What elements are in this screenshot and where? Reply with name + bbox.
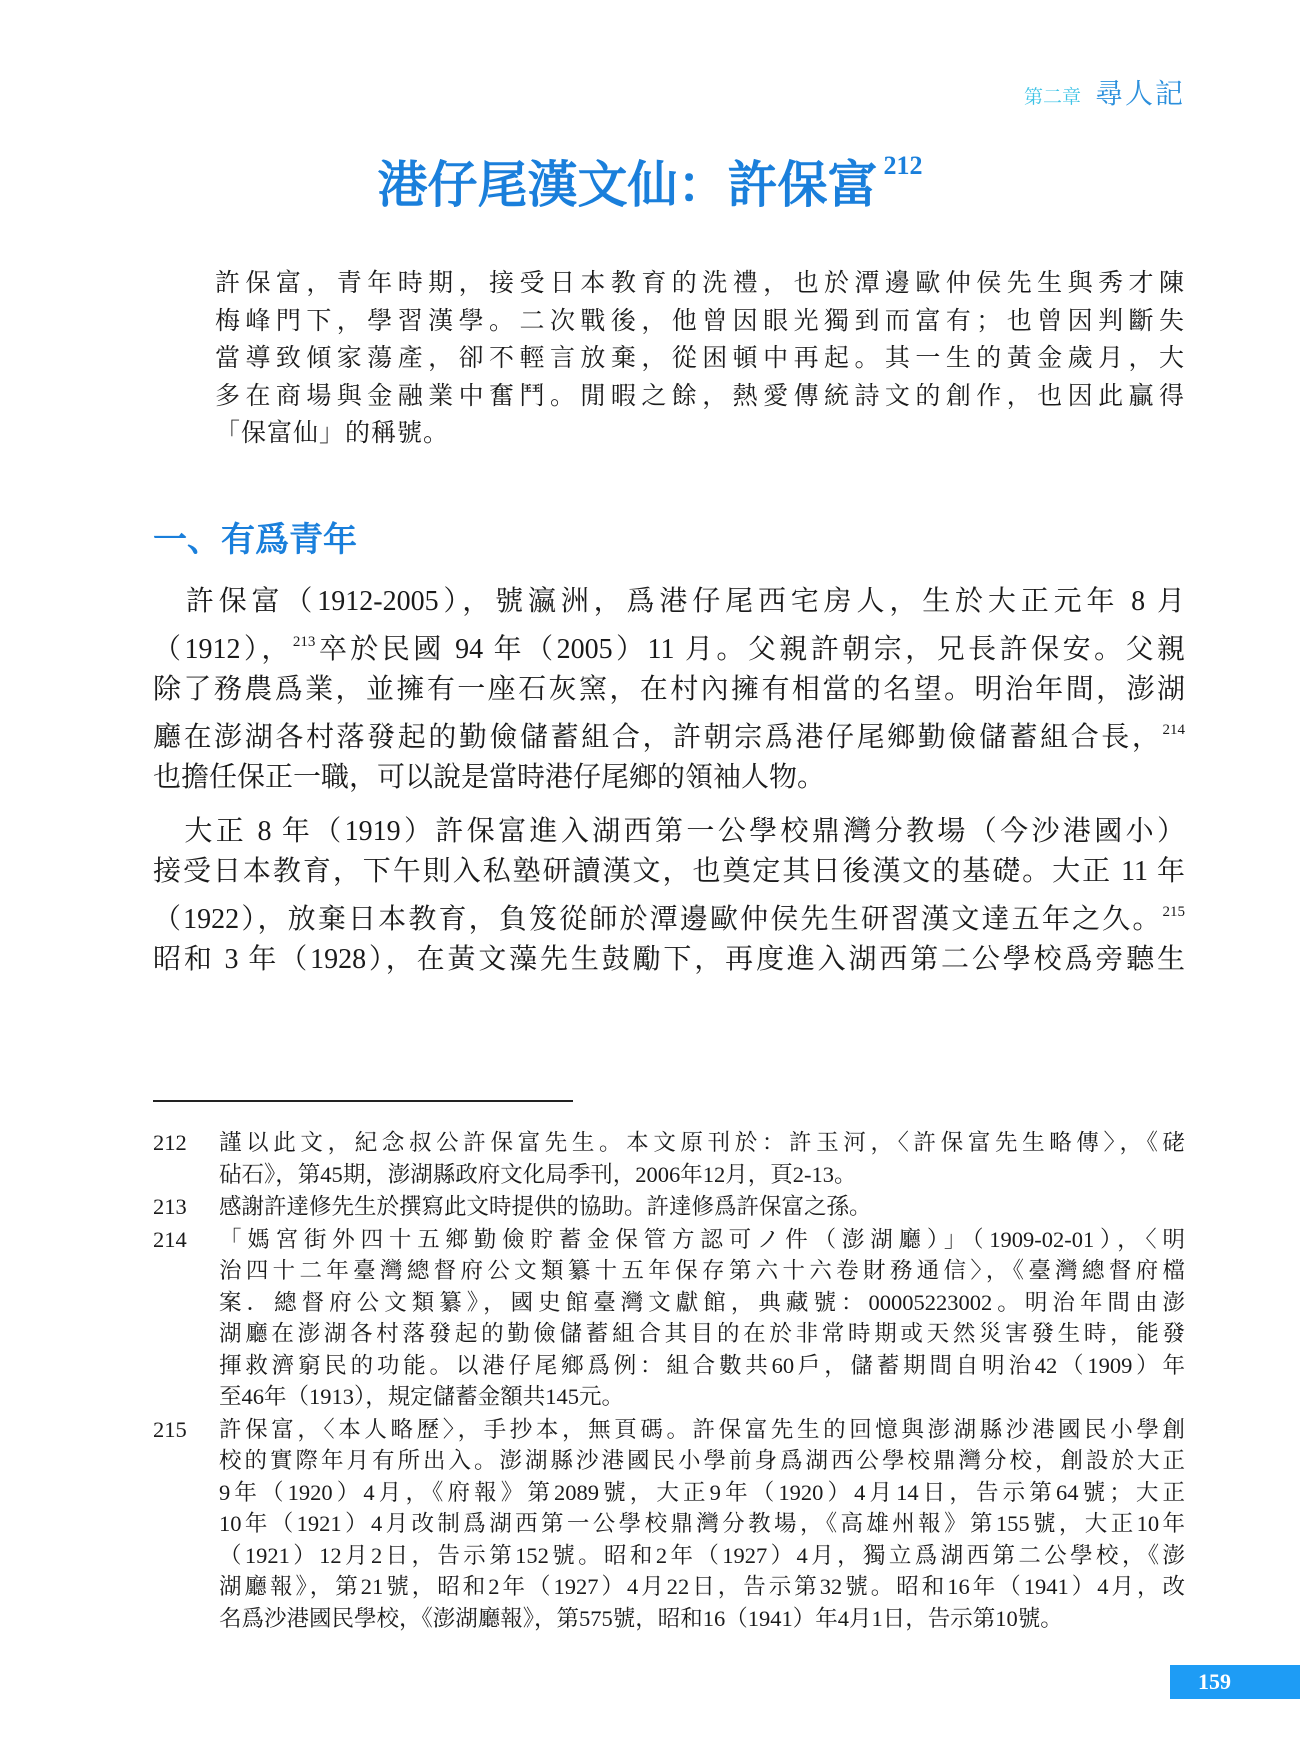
intro-line: 多在商場與金融業中奮鬥。閒暇之餘，熱愛傳統詩文的創作，也因此贏得 — [215, 382, 1185, 410]
body-line: 除了務農爲業，並擁有一座石灰窯，在村內擁有相當的名望。明治年間，澎湖 — [153, 674, 1185, 705]
page-number: 159 — [1170, 1665, 1300, 1699]
footnote-line: 「媽宮街外四十五鄉勤儉貯蓄金保管方認可ノ件（澎湖廳）」（1909-02-01），〈明 — [219, 1226, 1185, 1252]
footnote-line: 名爲沙港國民學校，《澎湖廳報》，第575號，昭和16（1941）年4月1日，告示第10號。 — [219, 1605, 1063, 1631]
footnote-text — [219, 1224, 1185, 1413]
footnote-line: 9年（1920）4月，《府報》第2089號，大正9年（1920）4月14日，告示第64號；大正 — [219, 1479, 1185, 1505]
footnote-number: 213 — [153, 1194, 187, 1219]
footnote — [153, 1127, 1185, 1190]
text-segment: （1922），放棄日本教育，負笈從師於潭邊歐仲侯先生研習漢文達五年之久。 — [153, 904, 1163, 935]
intro-line: 許保富，青年時期，接受日本教育的洗禮，也於潭邊歐仲侯先生與秀才陳 — [215, 270, 1185, 297]
footnote — [153, 1224, 1185, 1413]
footnote-number: 212 — [153, 1130, 187, 1155]
body-line: 昭和 3 年（1928），在黃文藻先生鼓勵下，再度進入湖西第二公學校爲旁聽生 — [153, 944, 1185, 975]
body-line — [153, 710, 1185, 758]
footnote-line: 感謝許達修先生於撰寫此文時提供的協助。許達修爲許保富之孫。 — [219, 1194, 872, 1219]
text-segment: 卒於民國 94 年（2005）11 月。父親許朝宗，兄長許保安。父親 — [315, 634, 1185, 665]
text-segment: 廳在澎湖各村落發起的勤儉儲蓄組合，許朝宗爲港仔尾鄉勤儉儲蓄組合長， — [153, 722, 1163, 753]
footnote-ref[interactable]: 212 — [883, 151, 923, 180]
book-title: 尋人記 — [1094, 77, 1185, 110]
footnote-text — [219, 1127, 1185, 1190]
body-line — [153, 622, 1185, 670]
page-title — [0, 145, 1300, 217]
footnote-line: 謹以此文，紀念叔公許保富先生。本文原刊於：許玉河，〈許保富先生略傳〉，《硓 — [219, 1130, 1185, 1155]
footnote — [153, 1414, 1185, 1635]
footnote-text — [219, 1191, 1185, 1223]
footnote-line: 湖廳報》，第21號，昭和2年（1927）4月22日，告示第32號。昭和16年（1941）4月，改 — [219, 1574, 1185, 1599]
intro-line: 梅峰門下，學習漢學。二次戰後，他曾因眼光獨到而富有；也曾因判斷失 — [215, 307, 1185, 335]
body-paragraph-2 — [153, 812, 1185, 980]
body-paragraph-1 — [153, 582, 1185, 798]
footnote-text — [219, 1414, 1185, 1635]
footnote-number: 215 — [153, 1416, 187, 1442]
intro-paragraph — [215, 265, 1185, 453]
intro-line: 當導致傾家蕩產，卻不輕言放棄，從困頓中再起。其一生的黃金歲月，大 — [215, 345, 1185, 372]
running-header — [1024, 72, 1185, 112]
footnote-line: 至46年（1913），規定儲蓄金額共145元。 — [219, 1384, 625, 1409]
footnote-line: 校的實際年月有所出入。澎湖縣沙港國民小學前身爲湖西公學校鼎灣分校，創設於大正 — [219, 1448, 1185, 1473]
footnote-ref[interactable]: 215 — [1162, 904, 1185, 920]
footnote-line: 案．總督府公文類纂》，國史館臺灣文獻館，典藏號：00005223002。明治年間由澎 — [219, 1289, 1185, 1315]
footnote-line: 砧石》，第45期，澎湖縣政府文化局季刊，2006年12月，頁2-13。 — [219, 1161, 857, 1187]
chapter-label: 第二章 — [1023, 86, 1081, 108]
body-line: 接受日本教育，下午則入私塾研讀漢文，也奠定其日後漢文的基礎。大正 11 年 — [153, 856, 1185, 887]
footnote-divider — [153, 1100, 573, 1102]
footnote-line: 湖廳在澎湖各村落發起的勤儉儲蓄組合其目的在於非常時期或天然災害發生時，能發 — [219, 1321, 1185, 1346]
body-line — [153, 892, 1185, 940]
footnote-line: 10年（1921）4月改制爲湖西第一公學校鼎灣分教場，《高雄州報》第155號，大正10年 — [219, 1511, 1185, 1536]
title-text: 港仔尾漢文仙：許保富 — [377, 156, 878, 214]
body-line: 大正 8 年（1919）許保富進入湖西第一公學校鼎灣分教場（今沙港國小） — [153, 816, 1185, 847]
footnote-ref[interactable]: 214 — [1162, 722, 1185, 738]
body-line: 許保富（1912-2005），號瀛洲，爲港仔尾西宅房人，生於大正元年 8 月 — [153, 586, 1185, 617]
intro-line: 「保富仙」的稱號。 — [215, 420, 450, 447]
footnote — [153, 1191, 1185, 1223]
footnote-line: 治四十二年臺灣總督府公文類纂十五年保存第六十六卷財務通信〉，《臺灣總督府檔 — [219, 1258, 1185, 1283]
footnote-ref[interactable]: 213 — [292, 634, 316, 650]
footnote-line: 揮救濟窮民的功能。以港仔尾鄉爲例：組合數共60戶，儲蓄期間自明治42（1909）年 — [219, 1352, 1185, 1378]
text-segment: （1912）， — [153, 634, 293, 665]
footnotes — [153, 1127, 1185, 1635]
section-heading: 一、有爲青年 — [153, 522, 357, 559]
footnote-line: 許保富，〈本人略歷〉，手抄本，無頁碼。許保富先生的回憶與澎湖縣沙港國民小學創 — [219, 1416, 1185, 1442]
body-line: 也擔任保正一職，可以說是當時港仔尾鄉的領袖人物。 — [153, 762, 826, 793]
footnote-number: 214 — [153, 1226, 187, 1252]
footnote-line: （1921）12月2日，告示第152號。昭和2年（1927）4月，獨立爲湖西第二公學校，《澎 — [219, 1542, 1185, 1568]
